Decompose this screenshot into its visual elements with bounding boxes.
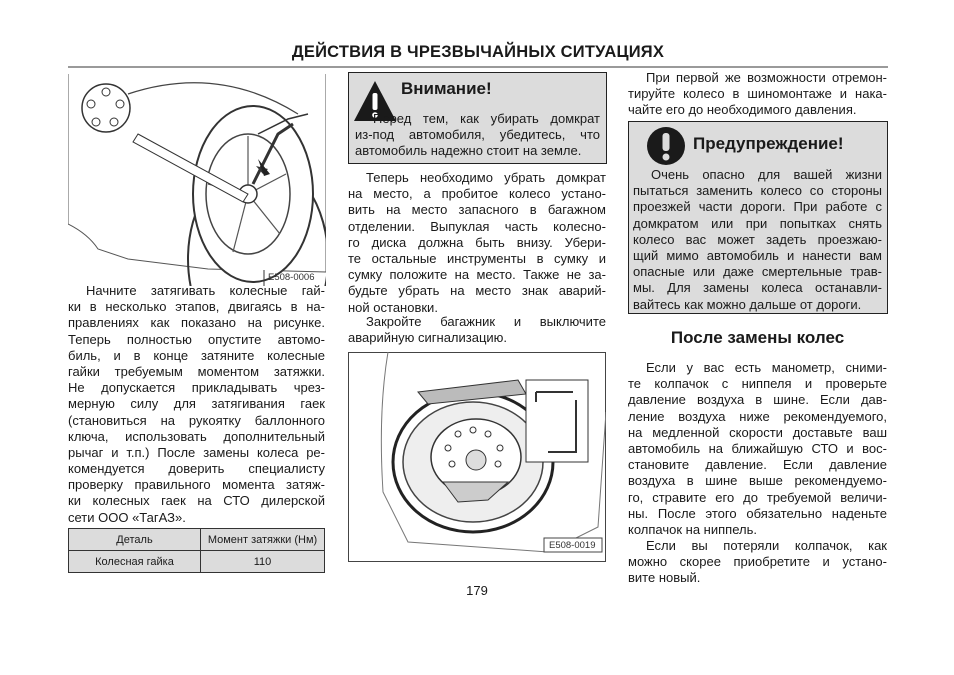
text-line: те колпачок с ниппеля и проверьте [628,376,887,392]
text-line: мерную силу для затягивания гаек [68,396,325,412]
left-paragraph [68,283,325,526]
figure-label: E508-0019 [549,540,596,551]
text-line: воздуха в шине выше рекомендуемо- [628,473,887,489]
text-line: Если вы потеряли колпачок, как [646,538,887,553]
text-line: чайте его до необходимого давления. [628,102,857,118]
figure-label: E508-0006 [268,272,315,283]
text-line: комендуется доверить специалисту [68,461,325,477]
text-line: колпачок на ниппель. [628,521,757,537]
text-line: аварийную сигнализацию. [348,330,508,346]
warning-title: Предупреждение! [693,134,844,153]
text-line: проверку правильного момента затяж- [68,477,325,493]
right-paragraph-1 [628,70,887,119]
text-line: вить на место запасного в багажном [348,202,606,218]
right-paragraph-2 [628,360,887,538]
torque-table [68,528,325,573]
text-line: сумку положите на место. Также не за- [348,267,606,283]
caution-text [355,111,600,160]
text-line: Не допускается прикладывать чрез- [68,380,325,396]
text-line: проезжей части дороги. При работе с [633,199,882,215]
text-line: вайтесь как можно дальше от дороги. [633,296,862,312]
middle-paragraph-1 [348,170,606,316]
text-line: гайки требуемым моментом затяжки. [68,363,325,379]
page-number: 179 [466,583,488,598]
caution-title: Внимание! [401,79,492,98]
text-line: ны. После этого обязательно наденьте [628,505,887,521]
text-line: При первой же возможности отремон- [646,70,887,85]
text-line: Теперь необходимо убрать домкрат [366,170,606,185]
text-line: Теперь полностью опустите автомо- [68,331,325,347]
text-line: отделении. Выпуклая часть колесно- [348,218,606,234]
text-line: сети ООО «ТагАЗ». [68,509,186,525]
text-line: ключа, использовать дополнительный [68,428,325,444]
text-line: мы. Для замены колеса останавли- [633,280,882,296]
text-line: правлениях как показано на рисунке. [68,315,325,331]
text-line: пытаться заменить колесо со стороны [633,183,882,199]
table-cell: 110 [201,551,325,573]
text-line: на медленной скорости доставьте ваш [628,424,887,440]
text-line: ки колесных гаек на СТО дилерской [68,493,325,509]
text-line: ки в несколько этапов, двигаясь в на- [68,299,325,315]
text-line: вите новый. [628,570,701,586]
spare-wheel-trunk-illustration [348,352,606,562]
text-line: ление воздуха ниже рекомендуемого, [628,408,887,424]
table-row [69,551,325,573]
middle-paragraph-2 [348,314,606,346]
text-line: Перед тем, как убирать домкрат [373,111,600,126]
text-line: биль, и в конце затяните колесные [68,347,325,363]
table-cell: Колесная гайка [69,551,201,573]
text-line: на место, а пробитое колесо устано- [348,186,606,202]
text-line: автомобиль надежно стоит на земле. [355,143,582,159]
text-line: Начните затягивать колесные гай- [86,283,325,298]
text-line: становите давление. Если давление [628,457,887,473]
wheel-tightening-illustration [68,74,326,286]
text-line: Очень опасно для вашей жизни [651,167,882,182]
text-line: тируйте колесо в шиномонтаже и нака- [628,86,887,102]
text-line: домкратом или при попытках снять [633,215,882,231]
text-line: автомобиль на ближайшую СТО и вос- [628,440,887,456]
text-line: Закройте багажник и выключите [366,314,606,329]
text-line: те остальные инструменты в сумку и [348,250,606,266]
text-line: (становиться на рукоятку баллонного [68,412,325,428]
text-line: давление воздуха в шине. Если дав- [628,392,887,408]
caution-box [348,72,607,164]
text-line: колесо вас может задеть проезжаю- [633,231,882,247]
text-line: опасные или даже смертельные трав- [633,264,882,280]
text-line: будьте убрать на место знак аварий- [348,283,606,299]
exclamation-circle-icon [646,126,686,166]
right-paragraph-3 [628,538,887,587]
text-line: ной остановки. [348,299,438,315]
table-header: Момент затяжки (Нм) [201,529,325,551]
table-header: Деталь [69,529,201,551]
text-line: можно скорее приобретите и устано- [628,554,887,570]
text-line: щий мимо автомобиль и нанести вам [633,247,882,263]
text-line: го, стравите его до требуемой величи- [628,489,887,505]
header-rule [68,66,888,68]
section-title: После замены колес [670,328,845,347]
page-title: ДЕЙСТВИЯ В ЧРЕЗВЫЧАЙНЫХ СИТУАЦИЯХ [291,43,665,61]
text-line: Если у вас есть манометр, сними- [646,360,887,375]
warning-box [628,121,888,314]
text-line: го диска должна быть внизу. Убери- [348,234,606,250]
text-line: рычаг и т.п.) После замены колеса ре- [68,444,325,460]
warning-text [633,167,882,313]
text-line: из-под автомобиля, убедитесь, что [355,127,600,143]
